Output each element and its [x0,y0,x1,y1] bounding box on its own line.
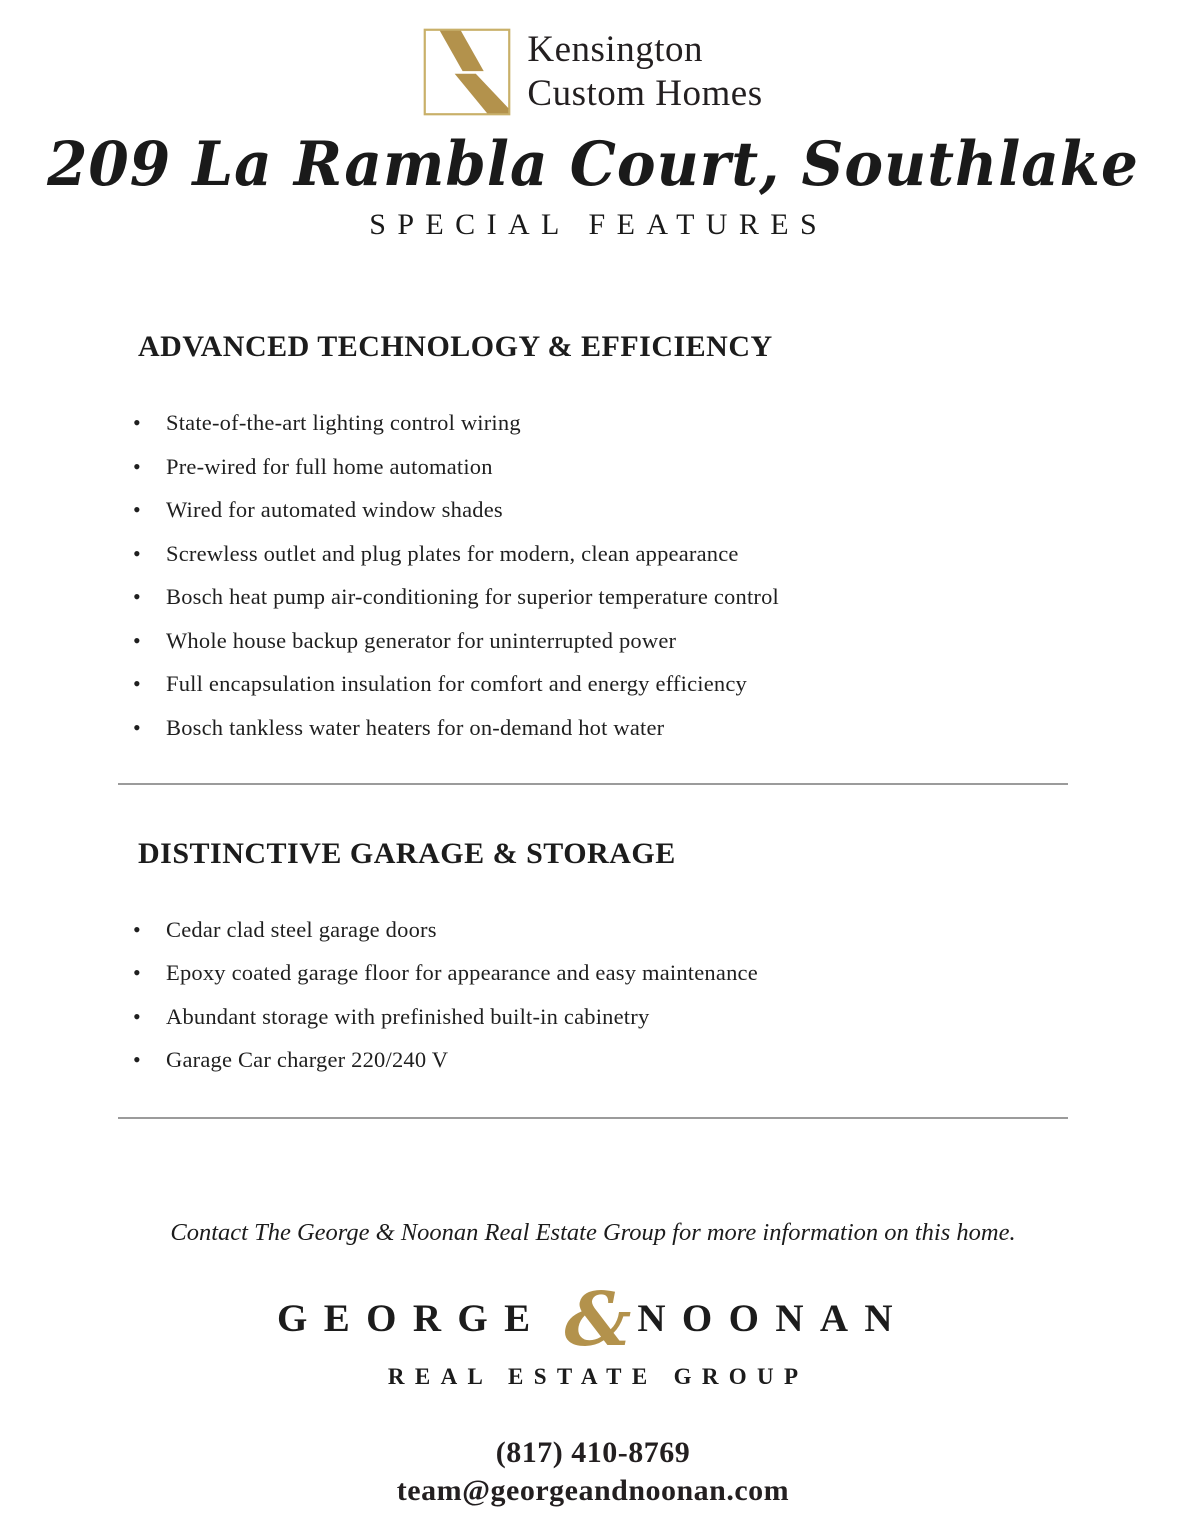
brand-name-line2: Custom Homes [527,73,763,114]
phone-number: (817) 410-8769 [495,1435,691,1469]
list-item: • State-of-the-art lighting control wiring [133,410,1068,436]
section-divider [118,783,1068,785]
section-title: ADVANCED TECHNOLOGY & EFFICIENCY [138,330,773,363]
list-item: • Bosch heat pump air-conditioning for superior temperature control [133,584,1068,610]
list-item: • Epoxy coated garage floor for appearance and easy maintenance [133,960,1068,986]
logo-word-george: GEORGE [277,1296,547,1340]
george-noonan-logo [0,1277,1186,1390]
logo-word-noonan: NOONAN [637,1296,909,1340]
george-noonan-wordmark [0,1277,1186,1363]
section-title: DISTINCTIVE GARAGE & STORAGE [138,836,676,870]
list-item: • Screwless outlet and plug plates for modern, clean appearance [133,541,1068,567]
feature-list [133,917,1068,1074]
section-divider [118,1117,1068,1119]
contact-note: Contact The George & Noonan Real Estate Group for more information on this home. [170,1219,1016,1246]
special-features-subtitle: SPECIAL FEATURES [369,208,829,241]
brand-name-line1: Kensington [527,29,703,71]
list-item: • Wired for automated window shades [133,497,1068,523]
feature-list [133,410,1068,741]
list-item: • Garage Car charger 220/240 V [133,1047,1068,1073]
real-estate-group-label: REAL ESTATE GROUP [387,1363,809,1389]
section-advanced-technology [118,330,1068,741]
gold-ampersand: & [564,1277,632,1363]
list-item: • Whole house backup generator for uninterrupted power [133,628,1068,654]
property-title: 209 La Rambla Court, Southlake [47,128,1139,200]
section-garage-storage [118,837,1068,1074]
list-item: • Full encapsulation insulation for comfort and energy efficiency [133,671,1068,697]
list-item: • Abundant storage with prefinished built-in cabinetry [133,1004,1068,1030]
content-column [118,330,1068,1119]
kensington-logo-icon [423,28,511,116]
brand-name [527,28,762,115]
list-item: • Pre-wired for full home automation [133,454,1068,480]
email-address: team@georgeandnoonan.com [396,1473,790,1507]
list-item: • Cedar clad steel garage doors [133,917,1068,943]
brand-header [0,0,1186,116]
list-item: • Bosch tankless water heaters for on-demand hot water [133,715,1068,741]
